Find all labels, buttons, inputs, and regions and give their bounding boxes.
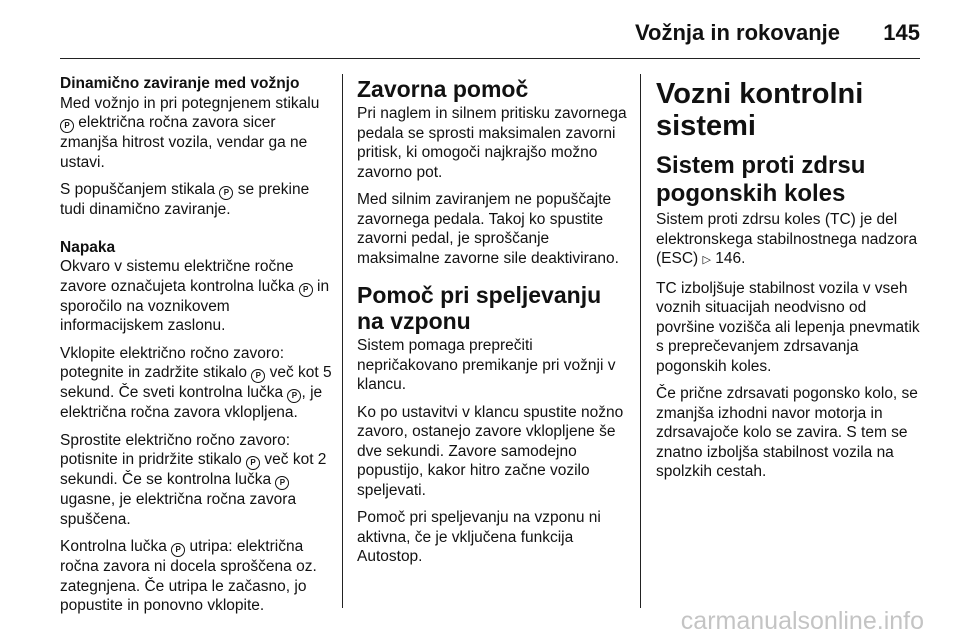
fault-heading: Napaka [60,238,116,256]
text: Kontrolna lučka [60,538,167,555]
fault-paragraph-4 [60,537,332,616]
parking-brake-icon: P [171,543,185,557]
header-divider [60,58,920,59]
parking-brake-icon: P [275,476,289,490]
parking-brake-icon: P [60,119,74,133]
fault-paragraph-1 [60,257,332,336]
page-header [0,0,960,58]
text: ugasne, je električna ročna zavora spuščena. [60,491,297,528]
brake-assist-paragraph-1: Pri naglem in silnem pritisku zavornega pedala se sprosti maksimalen zavorni pritisk, ki omogoči najkrajšo možno zavorno pot. [357,105,627,181]
header-title: Vožnja in rokovanje [635,20,840,45]
text: in sporočilo na voznikovem informacijskem zaslonu. [60,277,330,334]
warning-lamp-icon: P [299,283,313,297]
dynamic-braking-paragraph-1 [60,94,332,173]
brake-assist-paragraph-2: Med silnim zaviranjem ne popuščajte zavornega pedala. Takoj ko spustite zavorni pedal, je sproščanje maksimalne zavorne sile deaktivirano. [357,191,619,267]
text: , je električna ročna zavora vklopljena. [60,384,323,421]
page-number: 145 [883,20,920,45]
parking-brake-icon: P [251,369,265,383]
text: več kot 5 sekund. Če sveti kontrolna lučka [60,364,332,401]
column-3 [656,74,922,490]
text: več kot 2 sekundi. Če se kontrolna lučka [60,451,327,488]
traction-control-heading: Sistem proti zdrsu pogonskih koles [656,152,866,207]
fault-paragraph-3 [60,431,332,530]
parking-brake-icon: P [219,186,233,200]
driving-control-systems-heading: Vozni kontrolni sistemi [656,78,864,142]
text: Med vožnjo in pri potegnjenem stikalu [60,94,320,112]
brake-assist-heading: Zavorna pomoč [357,76,529,102]
page-reference-arrow-icon: ▷ [702,254,711,266]
text: . [741,250,746,267]
page-reference[interactable]: 146 [715,250,742,267]
hill-start-paragraph-3: Pomoč pri speljevanju na vzponu ni aktivna, če je vključena funkcija Autostop. [357,509,601,565]
watermark: carmanualsonline.info [680,607,924,635]
column-2 [357,74,631,575]
hill-start-paragraph-1: Sistem pomaga preprečiti nepričakovano premikanje pri vožnji v klancu. [357,337,616,393]
hill-start-assist-heading: Pomoč pri speljevanju na vzponu [357,282,602,334]
parking-brake-icon: P [287,389,301,403]
traction-control-paragraph-3: Če pričnе zdrsavati pogonsko kolo, se zmanjša izhodni navor motorja in zdrsavajoče kolo se zavira. S tem se znatno izboljša stabilnost vozila na spolzkih cestah. [656,385,918,480]
text: Okvaro v sistemu električne ročne zavore označujeta kontrolna lučka [60,258,295,295]
text: Sprostite električno ročno zavoro: potisnite in pridržite stikalo [60,431,291,468]
column-1 [60,74,332,624]
text: S popuščanjem stikala [60,181,216,198]
column-divider-1 [342,74,343,608]
traction-control-paragraph-2: TC izboljšuje stabilnost vozila v vseh voznih situacijah neodvisno od površine vozišča ali lepenja pnevmatik s preprečevanjem zdrsavanja pogonskih koles. [656,279,920,375]
text: Sistem proti zdrsu koles (TC) je del elektronskega stabilnostnega nadzora (ESC) [656,211,918,267]
text: se prekine tudi dinamično zaviranje. [60,181,310,218]
parking-brake-icon: P [246,456,260,470]
column-divider-2 [640,74,641,608]
dynamic-braking-heading: Dinamično zaviranje med vožnjo [60,75,300,92]
text: utripa: električna ročna zavora ni docela sproščena oz. zategnjena. Če utripa le začasno, jo popustite in ponovno vklopite. [60,538,317,614]
fault-paragraph-2 [60,344,332,423]
text: Vklopite električno ročno zavoro: potegnite in zadržite stikalo [60,344,285,381]
text: električna ročna zavora sicer zmanjša hitrost vozila, vendar ga ne ustavi. [60,114,308,171]
traction-control-paragraph-1 [656,210,922,271]
dynamic-braking-paragraph-2 [60,180,332,220]
hill-start-paragraph-2: Ko po ustavitvi v klancu spustite nožno zavoro, ostanejo zavore vklopljene še dve sekundi. Zavore samodejno popustijo, kakor hitro začne vozilo speljevati. [357,403,624,499]
